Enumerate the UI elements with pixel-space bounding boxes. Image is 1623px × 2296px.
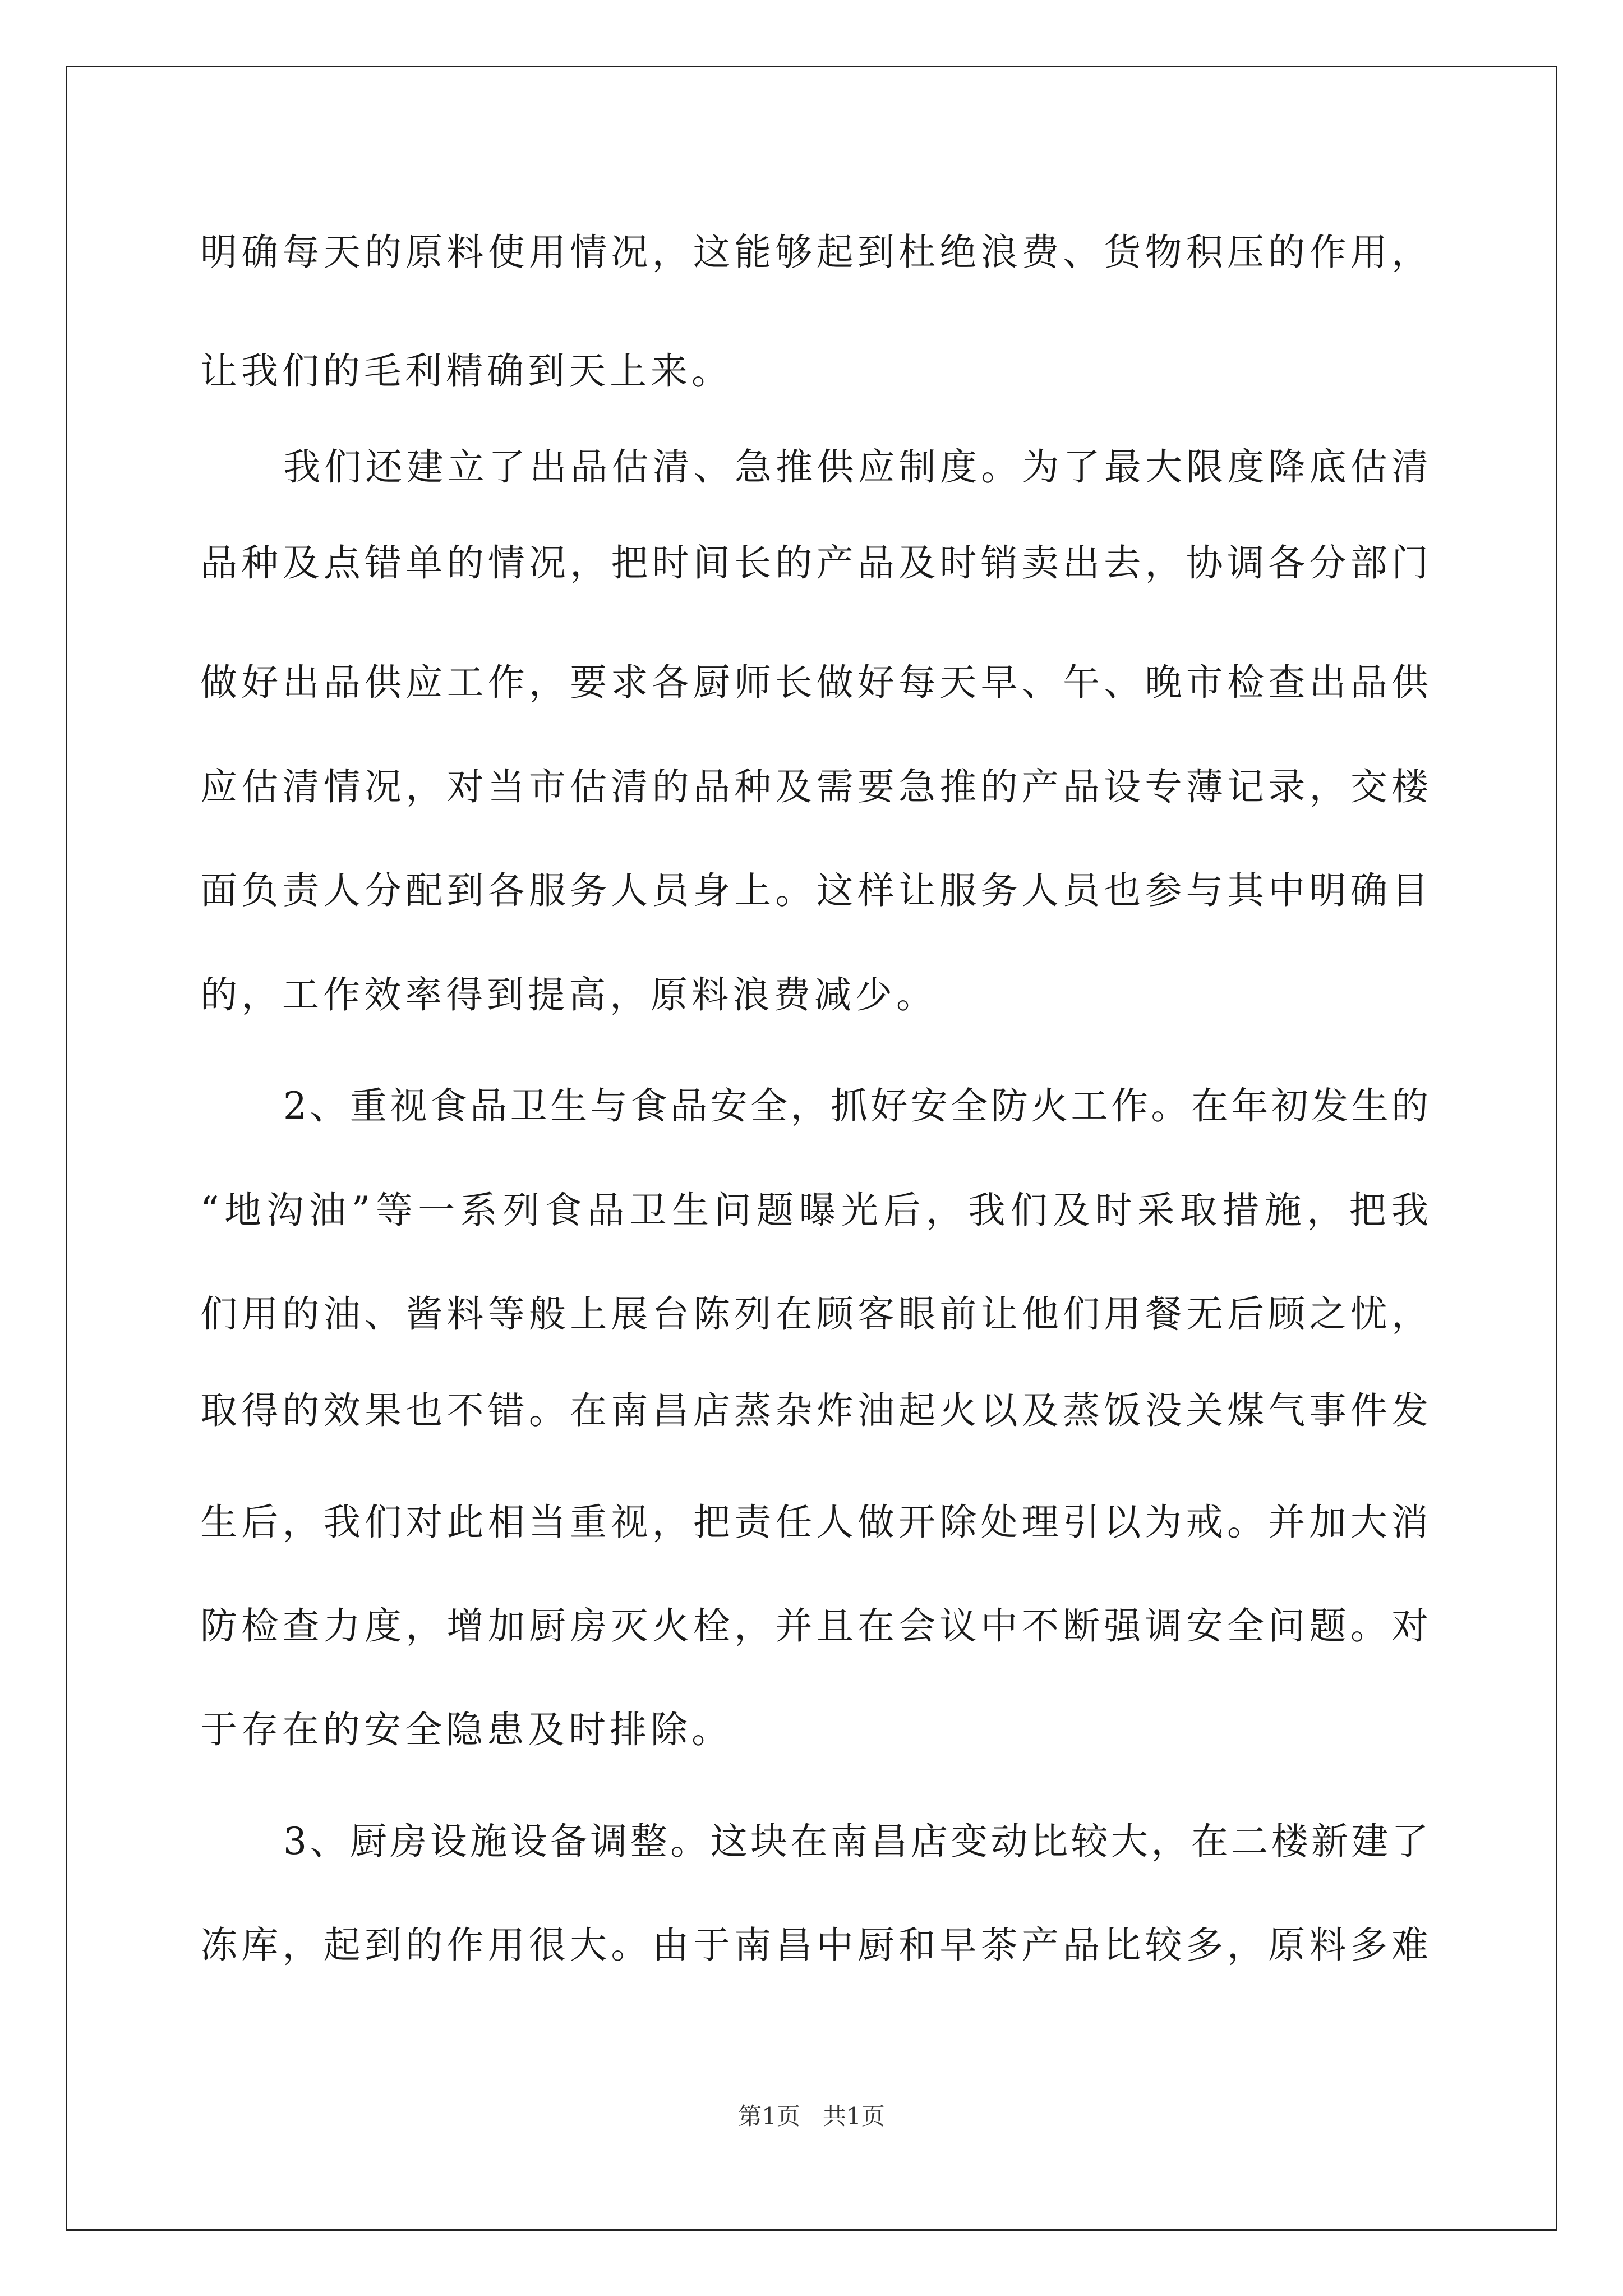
body-text-line: 冻库，起到的作用很大。由于南昌中厨和早茶产品比较多，原料多难 [200,1924,1428,1967]
body-text-line: 防检查力度，增加厨房灭火栓，并且在会议中不断强调安全问题。对 [200,1604,1428,1648]
body-text-line: 生后，我们对此相当重视，把责任人做开除处理引以为戒。并加大消 [200,1501,1428,1544]
body-text-line: 的，工作效率得到提高，原料浪费减少。 [200,973,937,1016]
paragraph-first-line: 我们还建立了出品估清、急推供应制度。为了最大限度降底估清 [283,445,1428,489]
body-text-line: 让我们的毛利精确到天上来。 [200,349,732,393]
body-text-line: 明确每天的原料使用情况，这能够起到杜绝浪费、货物积压的作用， [200,231,1428,274]
paragraph-first-line: 3、厨房设施设备调整。这块在南昌店变动比较大，在二楼新建了 [283,1820,1428,1863]
body-text-line: “地沟油”等一系列食品卫生问题曝光后，我们及时采取措施，把我 [200,1189,1428,1232]
body-text-line: 应估清情况，对当市估清的品种及需要急推的产品设专薄记录，交楼 [200,765,1428,808]
paragraph-first-line: 2、重视食品卫生与食品安全，抓好安全防火工作。在年初发生的 [283,1084,1428,1128]
body-text-line: 取得的效果也不错。在南昌店蒸杂炸油起火以及蒸饭没关煤气事件发 [200,1389,1428,1432]
body-text-line: 品种及点错单的情况，把时间长的产品及时销卖出去，协调各分部门 [200,541,1428,585]
body-text-line: 做好出品供应工作，要求各厨师长做好每天早、午、晚市检查出品供 [200,661,1428,704]
body-text-line: 于存在的安全隐患及时排除。 [200,1708,732,1751]
body-text-line: 们用的油、酱料等般上展台陈列在顾客眼前让他们用餐无后顾之忧， [200,1292,1428,1336]
body-text-line: 面负责人分配到各服务人员身上。这样让服务人员也参与其中明确目 [200,869,1428,912]
page-number-footer: 第1页 共1页 [738,2102,885,2130]
